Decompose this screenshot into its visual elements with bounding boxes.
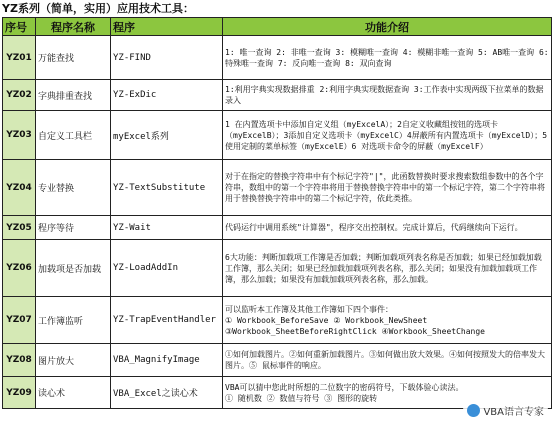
row-name: 工作簿监听	[36, 297, 111, 344]
row-program: YZ-ExDic	[111, 80, 223, 111]
wechat-icon	[467, 404, 480, 417]
row-program: YZ-LoadAddIn	[111, 240, 223, 297]
tools-table	[2, 17, 552, 409]
table-row	[3, 297, 552, 344]
row-program: YZ-FIND	[111, 36, 223, 80]
row-description: 对于在指定的替换字符串中有个标记字符"|"，此函数替换时要求搜索数组参数中的各个字符串，数组中的第一个字符串将用于替换替换字符串中的第一个标记字符，第二个字符串将用于替换替换字符串中的第二个标记字符，依此类推。	[223, 160, 552, 216]
row-program: VBA_Excel之读心术	[111, 377, 223, 409]
row-name: 程序等待	[36, 216, 111, 240]
row-program: YZ-TrapEventHandler	[111, 297, 223, 344]
table-row	[3, 80, 552, 111]
table-row	[3, 344, 552, 377]
header-description: 功能介绍	[223, 18, 552, 36]
row-description: 6大功能：判断加载项工作簿是否加载；判断加载项列表名称是否加载；如果已经加载加载工作簿，那么关闭；如果已经加载加载项列表名称，那么关闭；如果没有加载加载项工作簿，那么加载；如果没有加载加载项列表名称，那么加载。	[223, 240, 552, 297]
row-name: 加载项是否加载	[36, 240, 111, 297]
row-no: YZ01	[3, 36, 36, 80]
row-no: YZ05	[3, 216, 36, 240]
header-program: 程序	[111, 18, 223, 36]
row-no: YZ09	[3, 377, 36, 409]
row-name: 读心术	[36, 377, 111, 409]
header-no: 序号	[3, 18, 36, 36]
row-program: YZ-TextSubstitute	[111, 160, 223, 216]
row-no: YZ03	[3, 111, 36, 160]
row-description: 1: 唯一查询 2: 非唯一查询 3: 模糊唯一查询 4: 模糊非唯一查询 5: AB唯一查询 6: 特殊唯一查询 7: 反向唯一查询 8: 双向查询	[223, 36, 552, 80]
row-no: YZ02	[3, 80, 36, 111]
table-row	[3, 240, 552, 297]
row-name: 自定义工具栏	[36, 111, 111, 160]
row-no: YZ06	[3, 240, 36, 297]
row-program: YZ-Wait	[111, 216, 223, 240]
row-description: VBA可以猜中您此时所想的二位数字的密码符号，下载体验心读法。 ① 随机数 ② 数值与符号 ③ 图形的旋转	[223, 377, 552, 409]
row-no: YZ07	[3, 297, 36, 344]
row-description: 1 在内置选项卡中添加自定义组（myExcelA）；2自定义收藏组按钮的选项卡（myExcelB）；3添加自定义选项卡（myExcelC）4屏蔽所有内置选项卡（myExcelD）；5使用定制的菜单标签（myExcelE）6 对选项卡命令的屏蔽（myExcelF）	[223, 111, 552, 160]
row-no: YZ08	[3, 344, 36, 377]
row-program: VBA_MagnifyImage	[111, 344, 223, 377]
watermark	[463, 402, 548, 419]
table-row	[3, 111, 552, 160]
row-description: 代码运行中调用系统"计算器"，程序交出控制权。完成计算后，代码继续向下运行。	[223, 216, 552, 240]
row-name: 字典排重查找	[36, 80, 111, 111]
page-title: YZ系列（简单，实用）应用技术工具：	[2, 2, 194, 15]
table-row	[3, 36, 552, 80]
watermark-text: VBA语言专家	[483, 407, 544, 418]
table-row	[3, 160, 552, 216]
table-row	[3, 216, 552, 240]
row-program: myExcel系列	[111, 111, 223, 160]
header-name: 程序名称	[36, 18, 111, 36]
row-name: 万能查找	[36, 36, 111, 80]
row-description: 可以监听本工作簿及其他工作簿如下四个事件： ① Workbook_BeforeSave ② Workbook_NewSheet ③Workbook_SheetBeforeRightClick ④Workbook_SheetChange	[223, 297, 552, 344]
row-description: ①如何加载图片。②如何重新加载图片。③如何做出放大效果。④如何按照发大的倍率发大图片。⑤ 鼠标事件的响应。	[223, 344, 552, 377]
row-description: 1:利用字典实现数据排重 2:利用字典实现数据查询 3:工作表中实现两级下拉菜单的数据录入	[223, 80, 552, 111]
header-row	[3, 18, 552, 36]
row-name: 专业替换	[36, 160, 111, 216]
row-name: 图片放大	[36, 344, 111, 377]
row-no: YZ04	[3, 160, 36, 216]
